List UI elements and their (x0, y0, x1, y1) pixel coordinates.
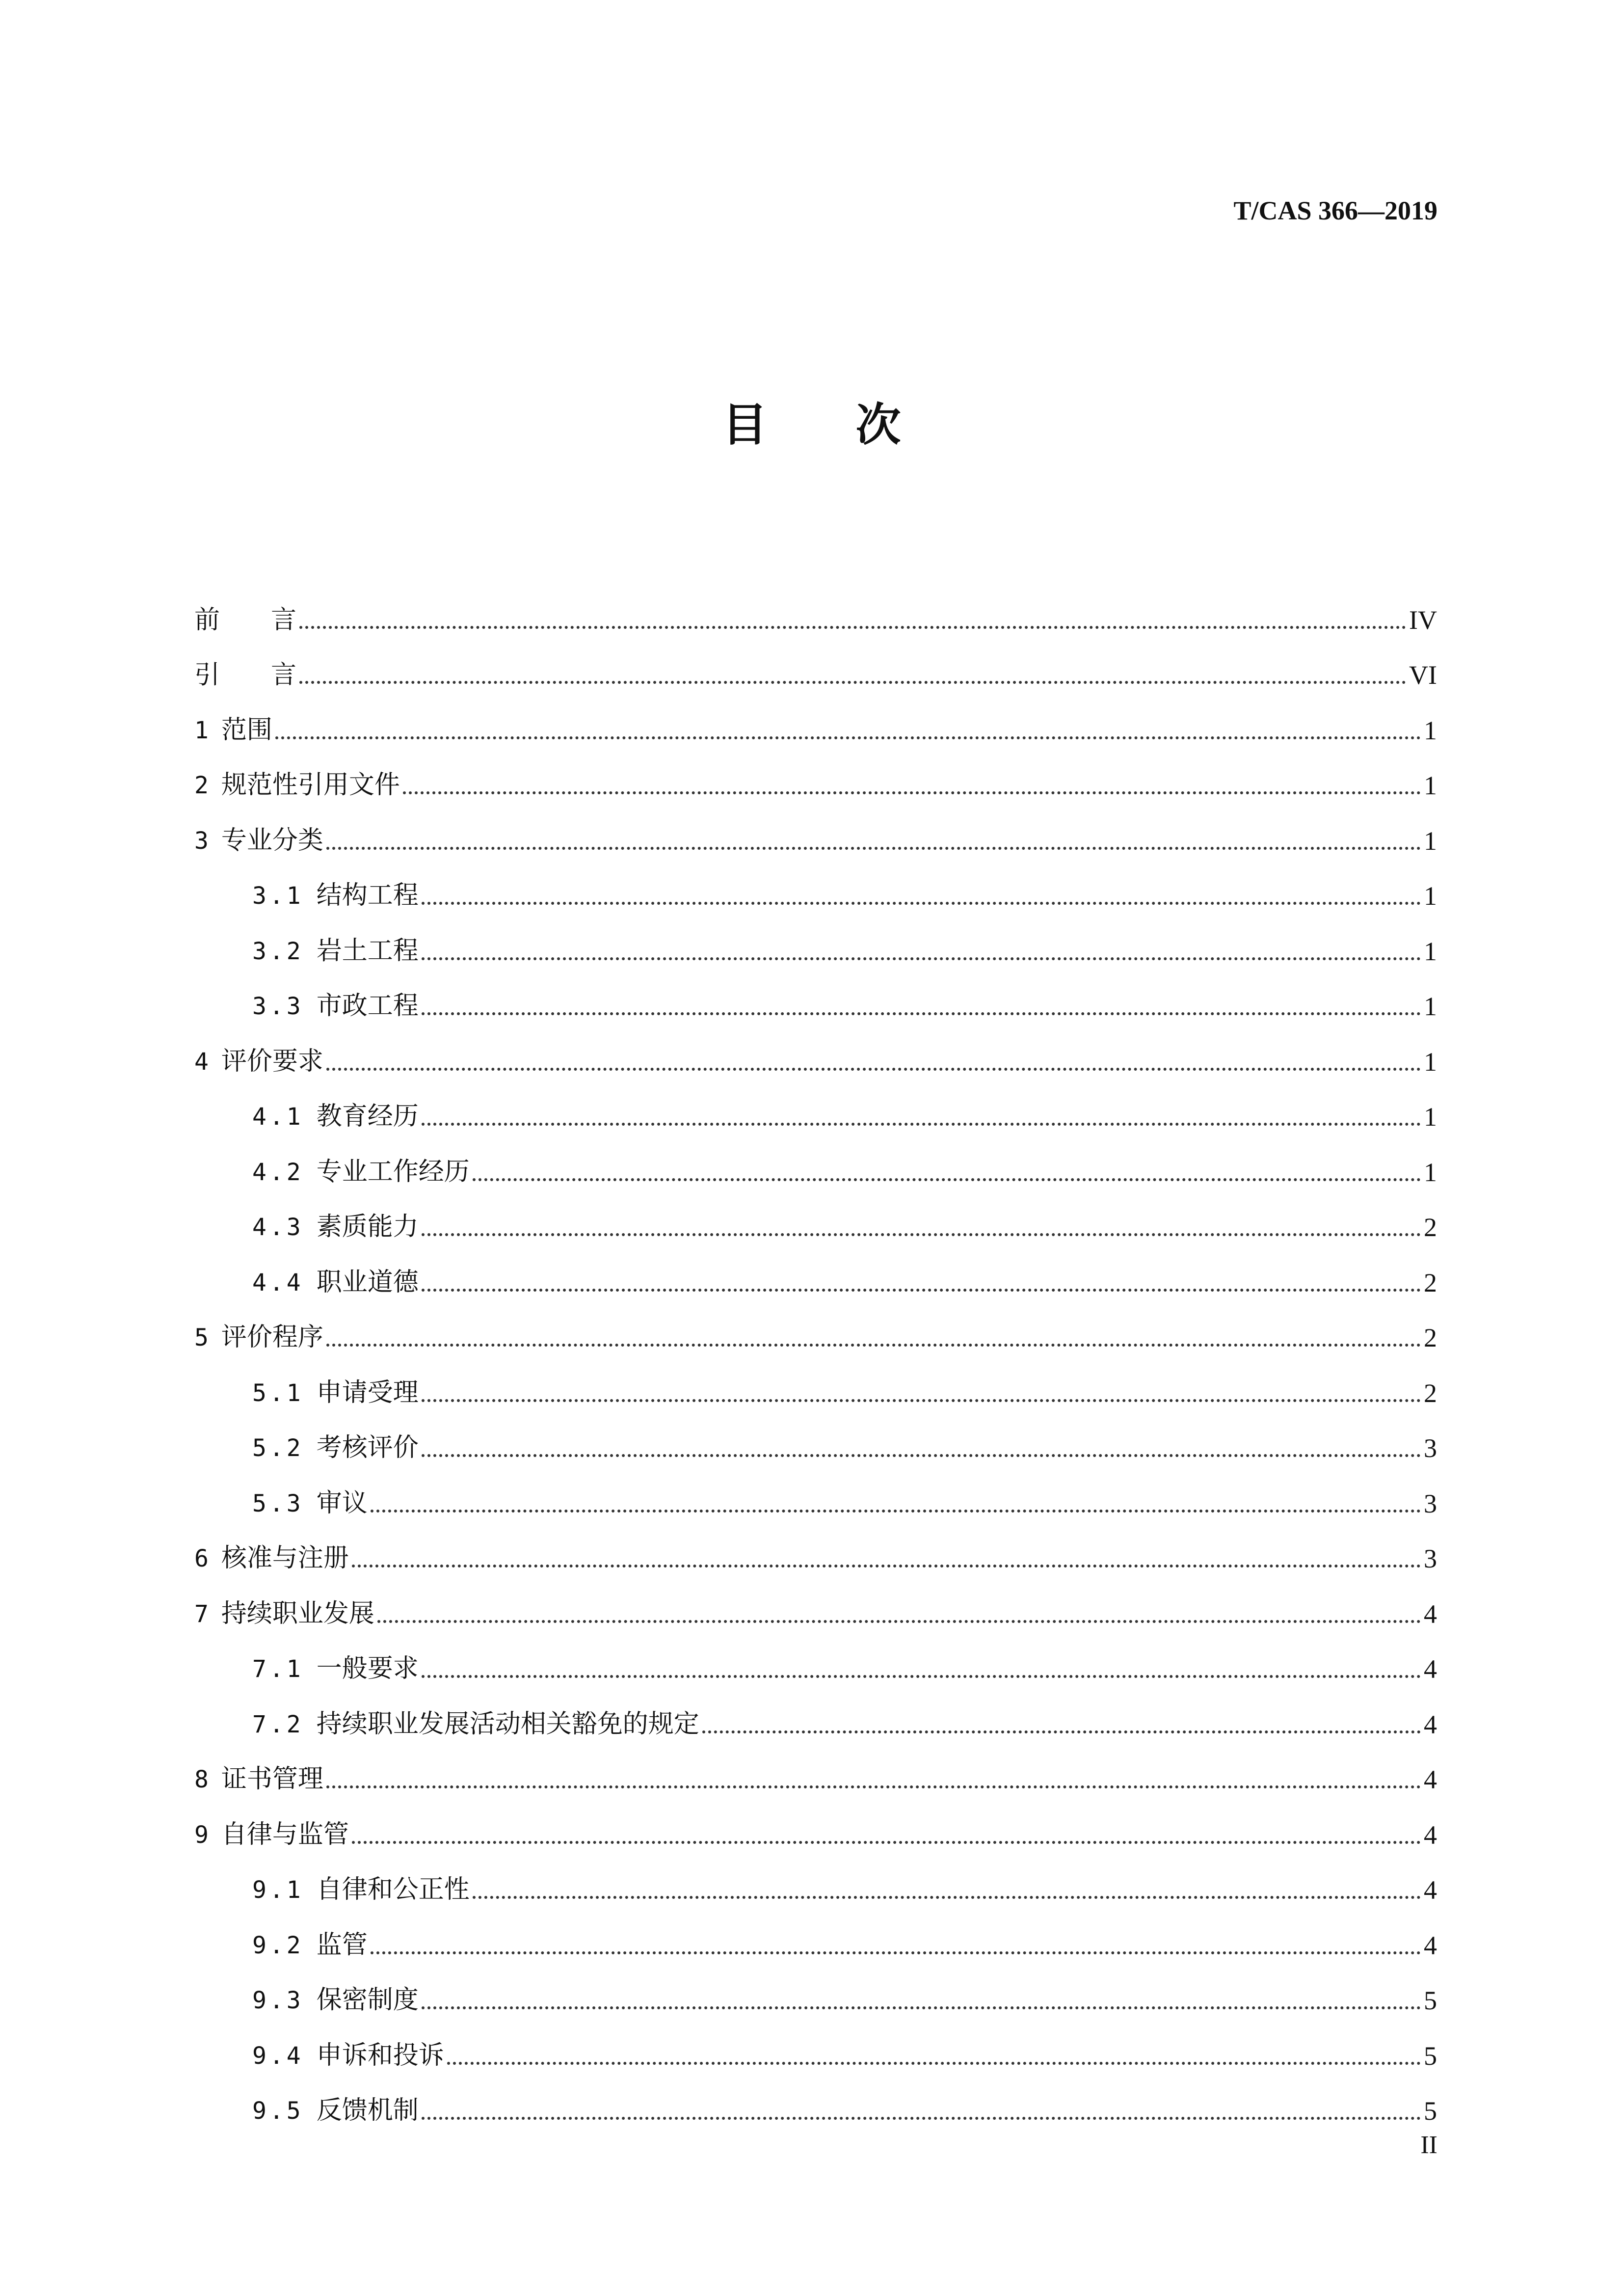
toc-entry-number: 8 (194, 1766, 209, 1793)
toc-entry-page: 2 (1424, 1378, 1437, 1408)
toc-entry-number: 4.1 (252, 1103, 304, 1131)
toc-entry-page: 4 (1424, 1820, 1437, 1850)
toc-entry-number: 7.1 (252, 1655, 304, 1683)
toc-entry-char: 言 (271, 660, 297, 690)
toc-entry[interactable] (194, 1960, 1437, 2016)
toc-entry-number: 4.4 (252, 1269, 304, 1297)
toc-entry-number: 3.2 (252, 937, 304, 965)
toc-entry-number: 2 (194, 772, 209, 799)
toc-entry[interactable] (194, 1187, 1437, 1243)
toc-entry-label (194, 1378, 419, 1408)
toc-entry-page: 5 (1424, 2041, 1437, 2071)
toc-entry-page: 2 (1424, 1323, 1437, 1352)
toc-entry-number: 5 (194, 1324, 209, 1351)
toc-entry[interactable] (194, 856, 1437, 911)
toc-entry-page: 3 (1424, 1544, 1437, 1573)
dot-leader (422, 2117, 1421, 2120)
dot-leader (275, 736, 1421, 739)
toc-entry-number: 7 (194, 1600, 209, 1628)
toc-entry-label (194, 1875, 470, 1905)
toc-entry-page: 4 (1424, 1765, 1437, 1794)
toc-entry-page: 1 (1424, 1157, 1437, 1187)
toc-entry-text: 自律和公正性 (316, 1875, 470, 1904)
dot-leader (422, 1123, 1421, 1126)
toc-entry-number: 6 (194, 1545, 209, 1572)
toc-entry-text: 申诉和投诉 (316, 2040, 444, 2070)
toc-entry-char: 前 (194, 605, 220, 635)
toc-entry[interactable] (194, 1242, 1437, 1297)
dot-leader (403, 791, 1421, 794)
toc-entry-page: 1 (1424, 771, 1437, 800)
toc-entry-text: 素质能力 (316, 1212, 419, 1242)
toc-entry[interactable] (194, 1573, 1437, 1629)
toc-entry-page: 3 (1424, 1433, 1437, 1463)
dot-leader (352, 1841, 1421, 1844)
toc-entry-page: 5 (1424, 2096, 1437, 2126)
toc-entry[interactable] (194, 966, 1437, 1022)
toc-entry-number: 4 (194, 1048, 209, 1076)
toc-entry-number: 7.2 (252, 1710, 304, 1738)
toc-entry-page: 4 (1424, 1654, 1437, 1684)
toc-entry-number: 3 (194, 827, 209, 855)
toc-entry[interactable] (194, 1021, 1437, 1077)
toc-entry[interactable] (194, 1905, 1437, 1960)
page-number: II (1420, 2131, 1437, 2159)
standard-code: T/CAS 366—2019 (1233, 196, 1437, 225)
toc-entry-text: 职业道德 (316, 1267, 419, 1297)
toc-entry-number: 9.3 (252, 1987, 304, 2014)
dot-leader (352, 1565, 1421, 1567)
toc-entry-label (194, 1654, 419, 1684)
toc-entry-page: 5 (1424, 1986, 1437, 2015)
toc-entry-label (194, 1820, 349, 1850)
dot-leader (473, 1178, 1421, 1181)
toc-entry-text: 核准与注册 (221, 1543, 349, 1573)
toc-entry[interactable] (194, 1518, 1437, 1574)
toc-entry-text: 专业工作经历 (316, 1157, 470, 1187)
dot-leader (422, 902, 1421, 905)
dot-leader (422, 1289, 1421, 1292)
toc-entry-label (194, 1488, 368, 1518)
toc-entry-label (194, 1543, 349, 1573)
dot-leader (371, 1951, 1421, 1954)
dot-leader (377, 1620, 1421, 1623)
toc-entry-number: 1 (194, 716, 209, 744)
toc-entry-number: 9.1 (252, 1876, 304, 1904)
dot-leader (422, 1012, 1421, 1015)
toc-entry-char: 引 (194, 660, 220, 690)
toc-entry-label (194, 1047, 323, 1077)
dot-leader (422, 1399, 1421, 1402)
toc-entry-page: 4 (1424, 1599, 1437, 1629)
toc-entry[interactable] (194, 690, 1437, 745)
toc-entry-text: 专业分类 (221, 825, 323, 855)
toc-entry-label (194, 1930, 368, 1960)
table-of-contents (194, 579, 1437, 2126)
toc-entry-text: 规范性引用文件 (221, 770, 400, 800)
toc-entry-page: 1 (1424, 826, 1437, 856)
toc-entry-text: 结构工程 (316, 881, 419, 910)
dot-leader (422, 1454, 1421, 1457)
toc-entry-page: 4 (1424, 1709, 1437, 1739)
toc-entry-text: 评价要求 (221, 1046, 323, 1076)
toc-entry[interactable] (194, 1629, 1437, 1684)
toc-entry-number: 9.4 (252, 2042, 304, 2070)
toc-entry-text: 范围 (221, 715, 272, 745)
dot-leader (299, 626, 1406, 629)
toc-entry-text: 持续职业发展 (221, 1598, 374, 1628)
dot-leader (473, 1896, 1421, 1899)
title-char-2: 次 (855, 399, 901, 451)
dot-leader (371, 1510, 1421, 1513)
toc-entry-text: 一般要求 (316, 1654, 419, 1683)
toc-entry-number: 9 (194, 1821, 209, 1849)
toc-entry-page: 1 (1424, 936, 1437, 966)
dot-leader (299, 681, 1406, 684)
toc-entry-number: 3.1 (252, 882, 304, 910)
toc-entry-label (194, 1268, 419, 1297)
dot-leader (422, 2006, 1421, 2009)
toc-entry-label (194, 1433, 419, 1463)
toc-entry-text: 监管 (316, 1930, 368, 1960)
toc-entry-text: 证书管理 (221, 1764, 323, 1794)
toc-entry[interactable] (194, 579, 1437, 635)
toc-entry-text: 教育经历 (316, 1102, 419, 1131)
toc-entry-label (194, 1985, 419, 2015)
toc-entry-label (194, 660, 296, 690)
toc-entry-page: 2 (1424, 1213, 1437, 1242)
toc-entry-page: IV (1409, 605, 1437, 635)
toc-entry-page: 1 (1424, 992, 1437, 1021)
toc-entry-number: 9.2 (252, 1931, 304, 1959)
toc-entry-text: 自律与监管 (221, 1819, 349, 1849)
toc-entry[interactable] (194, 1794, 1437, 1850)
toc-entry[interactable] (194, 1352, 1437, 1408)
toc-entry[interactable] (194, 635, 1437, 690)
toc-entry-label (194, 2041, 444, 2071)
toc-entry[interactable] (194, 1132, 1437, 1187)
toc-entry-label (194, 1102, 419, 1132)
toc-entry-label (194, 936, 419, 966)
toc-entry[interactable] (194, 2071, 1437, 2126)
dot-leader (702, 1730, 1421, 1733)
toc-entry-label (194, 826, 323, 856)
page-title (0, 399, 1623, 451)
toc-entry[interactable] (194, 911, 1437, 966)
toc-entry[interactable] (194, 800, 1437, 856)
toc-entry-number: 5.2 (252, 1434, 304, 1462)
toc-entry[interactable] (194, 2015, 1437, 2071)
toc-entry-number: 5.3 (252, 1489, 304, 1517)
toc-entry-char: 言 (271, 605, 297, 635)
dot-leader (422, 1675, 1421, 1678)
toc-entry[interactable] (194, 1684, 1437, 1739)
toc-entry-text: 保密制度 (316, 1985, 419, 2015)
dot-leader (422, 957, 1421, 960)
toc-entry[interactable] (194, 1408, 1437, 1463)
toc-entry-text: 考核评价 (316, 1433, 419, 1462)
toc-entry-label (194, 881, 419, 911)
toc-entry[interactable] (194, 1297, 1437, 1353)
toc-entry-page: 1 (1424, 1102, 1437, 1132)
dot-leader (422, 1233, 1421, 1236)
toc-entry-text: 持续职业发展活动相关豁免的规定 (316, 1709, 699, 1739)
toc-entry-label (194, 605, 296, 635)
dot-leader (326, 1785, 1421, 1788)
toc-entry-text: 评价程序 (221, 1323, 323, 1352)
toc-entry-page: 1 (1424, 881, 1437, 911)
dot-leader (326, 847, 1421, 850)
toc-entry-label (194, 715, 272, 745)
toc-entry-number: 4.3 (252, 1214, 304, 1241)
toc-entry-label (194, 770, 400, 800)
toc-entry-number: 9.5 (252, 2097, 304, 2125)
toc-entry-text: 反馈机制 (316, 2096, 419, 2125)
toc-entry-page: 4 (1424, 1875, 1437, 1905)
title-char-1: 目 (722, 399, 768, 451)
toc-entry-text: 岩土工程 (316, 936, 419, 966)
toc-entry-number: 5.1 (252, 1379, 304, 1407)
toc-entry[interactable] (194, 1463, 1437, 1518)
toc-entry-label (194, 991, 419, 1021)
toc-entry-text: 审议 (316, 1488, 368, 1518)
toc-entry-text: 市政工程 (316, 991, 419, 1021)
toc-entry-page: VI (1409, 660, 1437, 690)
toc-entry-number: 4.2 (252, 1158, 304, 1186)
toc-entry-number: 3.3 (252, 993, 304, 1020)
toc-entry[interactable] (194, 1739, 1437, 1795)
toc-entry-page: 3 (1424, 1488, 1437, 1518)
dot-leader (447, 2062, 1421, 2065)
toc-entry-page: 4 (1424, 1930, 1437, 1960)
toc-entry-label (194, 1212, 419, 1242)
dot-leader (326, 1068, 1421, 1071)
toc-entry-label (194, 2096, 419, 2126)
toc-entry[interactable] (194, 1850, 1437, 1905)
toc-entry[interactable] (194, 1077, 1437, 1132)
toc-entry[interactable] (194, 745, 1437, 801)
toc-entry-label (194, 1599, 374, 1629)
toc-entry-label (194, 1323, 323, 1352)
toc-entry-text: 申请受理 (316, 1378, 419, 1407)
toc-entry-page: 2 (1424, 1268, 1437, 1297)
toc-entry-label (194, 1157, 470, 1187)
toc-entry-label (194, 1764, 323, 1794)
toc-entry-page: 1 (1424, 1047, 1437, 1077)
dot-leader (326, 1344, 1421, 1347)
toc-entry-page: 1 (1424, 715, 1437, 745)
toc-entry-label (194, 1709, 699, 1739)
